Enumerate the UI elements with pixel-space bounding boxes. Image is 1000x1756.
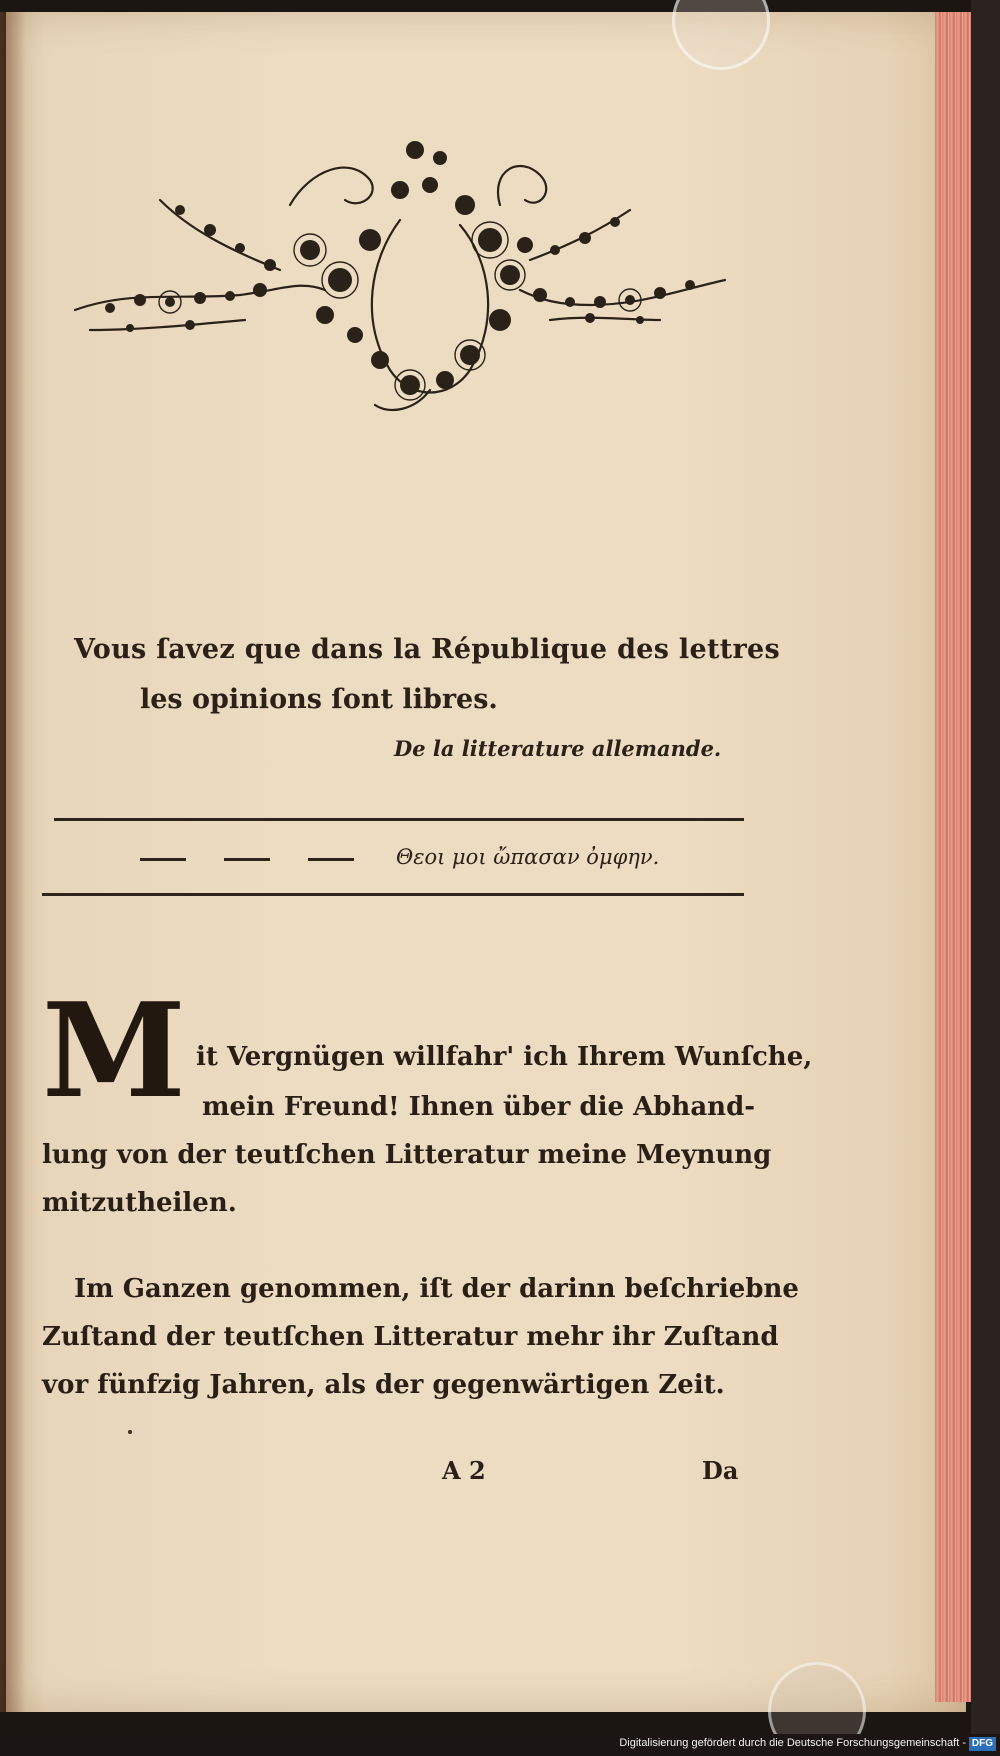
signature-mark: A 2 <box>442 1456 486 1485</box>
paragraph-1-line-2: mein Freund! Ihnen über die Abhand- <box>202 1092 756 1122</box>
drop-cap-initial: M <box>42 974 186 1127</box>
divider-rule-bottom <box>42 893 744 896</box>
epigraph-line-1: Vous ſavez que dans la République des lettres <box>74 634 781 665</box>
divider-rule-top <box>54 818 744 821</box>
paragraph-1-line-4: mitzutheilen. <box>42 1188 237 1218</box>
ink-speck <box>128 1430 132 1434</box>
paragraph-2-line-1: Im Ganzen genommen, iſt der darinn beſchriebne <box>74 1274 799 1304</box>
greek-quote: Θεοι μοι ὤπασαν ὀμφην. <box>396 845 660 869</box>
paragraph-2-line-3: vor fünfzig Jahren, als der gegenwärtigen Zeit. <box>42 1370 725 1400</box>
dash-mark <box>224 858 270 861</box>
digitization-credit: Digitalisierung gefördert durch die Deutsche Forschungsgemeinschaft - <box>619 1737 966 1749</box>
dfg-logo: DFG <box>969 1737 996 1751</box>
dash-mark <box>140 858 186 861</box>
paragraph-2-line-2: Zuſtand der teutſchen Litteratur mehr ihr Zuſtand <box>42 1322 779 1352</box>
epigraph-source: De la litterature allemande. <box>394 736 722 761</box>
paragraph-1-line-1: it Vergnügen willfahr' ich Ihrem Wunſche, <box>196 1042 813 1072</box>
paragraph-1-line-3: lung von der teutſchen Litteratur meine Meynung <box>42 1140 772 1170</box>
dash-marks <box>140 846 354 861</box>
epigraph-line-2: les opinions ſont libres. <box>140 684 498 715</box>
dash-mark <box>308 858 354 861</box>
catchword: Da <box>702 1456 739 1485</box>
